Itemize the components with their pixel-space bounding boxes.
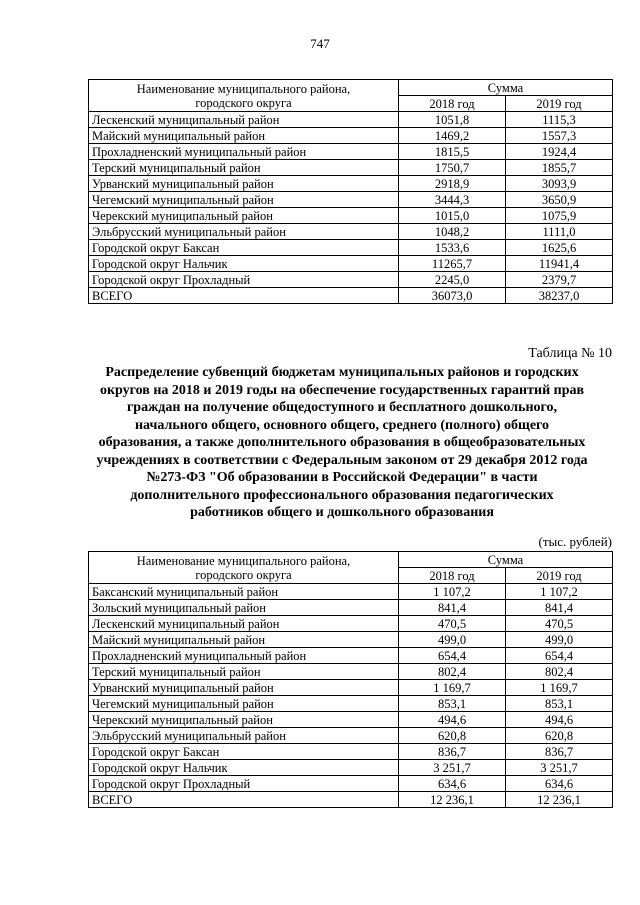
table-number-label: Таблица № 10 bbox=[528, 346, 612, 361]
row-name-cell: Лескенский муниципальный район bbox=[89, 112, 399, 128]
table-row bbox=[89, 648, 613, 664]
column-header-sum: Сумма bbox=[399, 552, 613, 568]
table-row bbox=[89, 696, 613, 712]
value-2019-cell: 654,4 bbox=[506, 648, 613, 664]
value-2018-cell: 1750,7 bbox=[399, 160, 506, 176]
subvention-table-continued bbox=[88, 79, 613, 304]
table-row bbox=[89, 272, 613, 288]
value-2019-cell: 3093,9 bbox=[506, 176, 613, 192]
page-number: 747 bbox=[310, 36, 330, 51]
value-2019-cell: 634,6 bbox=[506, 776, 613, 792]
table-row bbox=[89, 776, 613, 792]
row-name-cell: Майский муниципальный район bbox=[89, 128, 399, 144]
row-name-cell: Городской округ Баксан bbox=[89, 744, 399, 760]
value-2018-cell: 3 251,7 bbox=[399, 760, 506, 776]
row-name-cell: Зольский муниципальный район bbox=[89, 600, 399, 616]
row-name-cell: Чегемский муниципальный район bbox=[89, 696, 399, 712]
row-name-cell: Городской округ Баксан bbox=[89, 240, 399, 256]
table-row bbox=[89, 712, 613, 728]
table-header-row bbox=[89, 80, 613, 96]
row-name-cell: Городской округ Прохладный bbox=[89, 776, 399, 792]
row-name-cell: ВСЕГО bbox=[89, 288, 399, 304]
column-header-name bbox=[89, 80, 399, 112]
row-name-cell: Урванский муниципальный район bbox=[89, 680, 399, 696]
value-2019-cell: 3 251,7 bbox=[506, 760, 613, 776]
table-row bbox=[89, 728, 613, 744]
value-2019-cell: 1115,3 bbox=[506, 112, 613, 128]
row-name-cell: Чегемский муниципальный район bbox=[89, 192, 399, 208]
value-2018-cell: 11265,7 bbox=[399, 256, 506, 272]
table-row bbox=[89, 632, 613, 648]
value-2018-cell: 841,4 bbox=[399, 600, 506, 616]
value-2018-cell: 1815,5 bbox=[399, 144, 506, 160]
value-2018-cell: 3444,3 bbox=[399, 192, 506, 208]
column-header-year-2018: 2018 год bbox=[399, 96, 506, 112]
value-2019-cell: 3650,9 bbox=[506, 192, 613, 208]
table-row bbox=[89, 584, 613, 600]
value-2019-cell: 836,7 bbox=[506, 744, 613, 760]
table-row bbox=[89, 288, 613, 304]
subvention-table-10 bbox=[88, 551, 613, 808]
column-header-name-line1: Наименование муниципального района, bbox=[136, 553, 351, 568]
row-name-cell: Эльбрусский муниципальный район bbox=[89, 224, 399, 240]
value-2019-cell: 1625,6 bbox=[506, 240, 613, 256]
value-2019-cell: 499,0 bbox=[506, 632, 613, 648]
value-2018-cell: 1 169,7 bbox=[399, 680, 506, 696]
table-row bbox=[89, 600, 613, 616]
row-name-cell: Лескенский муниципальный район bbox=[89, 616, 399, 632]
value-2019-cell: 1 169,7 bbox=[506, 680, 613, 696]
value-2019-cell: 1 107,2 bbox=[506, 584, 613, 600]
value-2019-cell: 12 236,1 bbox=[506, 792, 613, 808]
table-row bbox=[89, 144, 613, 160]
table-row bbox=[89, 256, 613, 272]
value-2019-cell: 841,4 bbox=[506, 600, 613, 616]
table-row bbox=[89, 128, 613, 144]
value-2018-cell: 2918,9 bbox=[399, 176, 506, 192]
row-name-cell: ВСЕГО bbox=[89, 792, 399, 808]
value-2019-cell: 1855,7 bbox=[506, 160, 613, 176]
value-2018-cell: 494,6 bbox=[399, 712, 506, 728]
table-row bbox=[89, 112, 613, 128]
row-name-cell: Терский муниципальный район bbox=[89, 664, 399, 680]
row-name-cell: Прохладненский муниципальный район bbox=[89, 648, 399, 664]
table-row bbox=[89, 176, 613, 192]
column-header-year-2019: 2019 год bbox=[506, 568, 613, 584]
table-row bbox=[89, 760, 613, 776]
table-row bbox=[89, 680, 613, 696]
value-2018-cell: 836,7 bbox=[399, 744, 506, 760]
value-2018-cell: 654,4 bbox=[399, 648, 506, 664]
table-row bbox=[89, 792, 613, 808]
row-name-cell: Терский муниципальный район bbox=[89, 160, 399, 176]
row-name-cell: Городской округ Нальчик bbox=[89, 256, 399, 272]
row-name-cell: Прохладненский муниципальный район bbox=[89, 144, 399, 160]
value-2018-cell: 2245,0 bbox=[399, 272, 506, 288]
value-2019-cell: 2379,7 bbox=[506, 272, 613, 288]
table-row bbox=[89, 240, 613, 256]
value-2018-cell: 620,8 bbox=[399, 728, 506, 744]
table-row bbox=[89, 208, 613, 224]
value-2018-cell: 499,0 bbox=[399, 632, 506, 648]
value-2019-cell: 853,1 bbox=[506, 696, 613, 712]
value-2018-cell: 1015,0 bbox=[399, 208, 506, 224]
value-2018-cell: 1051,8 bbox=[399, 112, 506, 128]
row-name-cell: Черекский муниципальный район bbox=[89, 208, 399, 224]
value-2018-cell: 853,1 bbox=[399, 696, 506, 712]
row-name-cell: Городской округ Прохладный bbox=[89, 272, 399, 288]
column-header-name bbox=[89, 552, 399, 584]
value-2019-cell: 1075,9 bbox=[506, 208, 613, 224]
table-row bbox=[89, 664, 613, 680]
column-header-name-line1: Наименование муниципального района, bbox=[136, 81, 351, 96]
table-row bbox=[89, 160, 613, 176]
column-header-year-2018: 2018 год bbox=[399, 568, 506, 584]
value-2018-cell: 1 107,2 bbox=[399, 584, 506, 600]
table-row bbox=[89, 744, 613, 760]
value-2019-cell: 11941,4 bbox=[506, 256, 613, 272]
column-header-name-line2: городского округа bbox=[195, 95, 292, 110]
table-row bbox=[89, 192, 613, 208]
column-header-sum: Сумма bbox=[399, 80, 613, 96]
value-2018-cell: 802,4 bbox=[399, 664, 506, 680]
column-header-year-2019: 2019 год bbox=[506, 96, 613, 112]
value-2018-cell: 36073,0 bbox=[399, 288, 506, 304]
row-name-cell: Черекский муниципальный район bbox=[89, 712, 399, 728]
value-2019-cell: 1924,4 bbox=[506, 144, 613, 160]
row-name-cell: Баксанский муниципальный район bbox=[89, 584, 399, 600]
value-2019-cell: 38237,0 bbox=[506, 288, 613, 304]
value-2018-cell: 1533,6 bbox=[399, 240, 506, 256]
table-title: Распределение субвенций бюджетам муниципальных районов и городских округов на 2018 и 2019 годы на обеспечение государственных гарантий прав граждан на получение общедоступного и бесплатного дошкольного, начального общего, основного общего, среднего (полного) общего образования, а также дополнительного образования в общеобразовательных учреждениях в соответствии с Федеральным законом от 29 декабря 2012 года №273-ФЗ "Об образовании в Российской Федерации" в части дополнительного профессионального образования педагогических работников общего и дошкольного образования bbox=[96, 365, 588, 520]
value-2018-cell: 1469,2 bbox=[399, 128, 506, 144]
table-row bbox=[89, 224, 613, 240]
value-2019-cell: 1111,0 bbox=[506, 224, 613, 240]
value-2018-cell: 12 236,1 bbox=[399, 792, 506, 808]
row-name-cell: Урванский муниципальный район bbox=[89, 176, 399, 192]
units-label: (тыс. рублей) bbox=[538, 534, 612, 549]
row-name-cell: Майский муниципальный район bbox=[89, 632, 399, 648]
table-header-row bbox=[89, 552, 613, 568]
table-row bbox=[89, 616, 613, 632]
value-2019-cell: 1557,3 bbox=[506, 128, 613, 144]
value-2019-cell: 494,6 bbox=[506, 712, 613, 728]
value-2018-cell: 634,6 bbox=[399, 776, 506, 792]
value-2019-cell: 802,4 bbox=[506, 664, 613, 680]
value-2019-cell: 470,5 bbox=[506, 616, 613, 632]
column-header-name-line2: городского округа bbox=[195, 567, 292, 582]
value-2019-cell: 620,8 bbox=[506, 728, 613, 744]
value-2018-cell: 470,5 bbox=[399, 616, 506, 632]
value-2018-cell: 1048,2 bbox=[399, 224, 506, 240]
row-name-cell: Эльбрусский муниципальный район bbox=[89, 728, 399, 744]
row-name-cell: Городской округ Нальчик bbox=[89, 760, 399, 776]
